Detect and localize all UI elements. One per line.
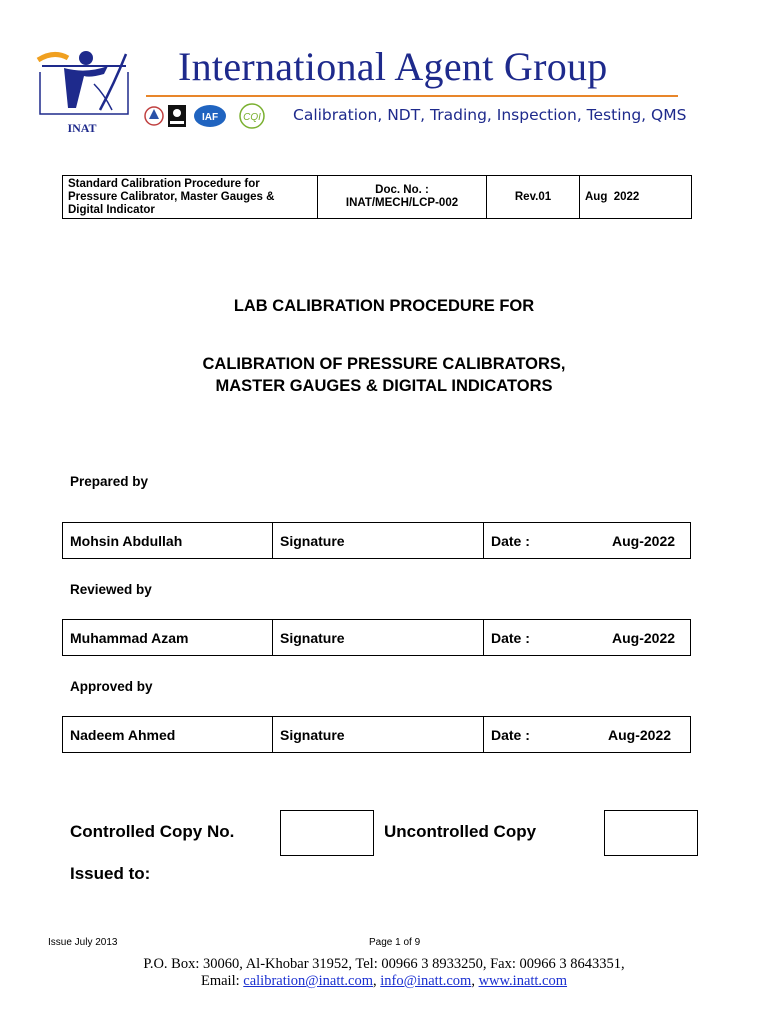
ukas-badge-icon — [168, 105, 186, 127]
reviewed-by-name: Muhammad Azam — [63, 620, 273, 656]
website-link[interactable]: www.inatt.com — [478, 973, 568, 989]
email-calibration-link[interactable]: calibration@inatt.com — [243, 973, 373, 989]
doc-number-value: INAT/MECH/LCP-002 — [345, 197, 459, 209]
prepared-by-date: Aug-2022 — [612, 532, 676, 549]
iaf-badge-icon — [194, 105, 226, 127]
inat-logo — [34, 44, 142, 136]
approved-by-date-cell — [484, 717, 691, 753]
approved-by-name: Nadeem Ahmed — [63, 717, 273, 753]
procedure-title-cell: Standard Calibration Procedure for Pressure Calibrator, Master Gauges & Digital Indicator — [63, 176, 318, 219]
procedure-subject-line-1: CALIBRATION OF PRESSURE CALIBRATORS, — [202, 355, 566, 373]
footer-separator: , — [471, 973, 475, 989]
revision-cell: Rev.01 — [487, 176, 580, 219]
prepared-by-table — [62, 522, 691, 559]
uncontrolled-copy-box — [604, 810, 698, 856]
page-number: Page 1 of 9 — [369, 937, 421, 948]
approved-by-label: Approved by — [70, 679, 153, 694]
doc-number-cell — [318, 176, 487, 219]
certification-logos — [144, 101, 282, 133]
accreditation-badge-icon — [145, 107, 163, 125]
company-name: International Agent Group — [178, 44, 608, 89]
footer-contact-line — [0, 973, 768, 990]
svg-text:IAF: IAF — [201, 112, 219, 123]
prepared-by-signature: Signature — [273, 523, 484, 559]
footer-address: P.O. Box: 30060, Al-Khobar 31952, Tel: 00966 3 8933250, Fax: 00966 3 8643351, — [143, 956, 625, 972]
reviewed-by-date-label: Date : — [491, 629, 530, 646]
issue-date: Issue July 2013 — [48, 937, 118, 948]
reviewed-by-date-cell — [484, 620, 691, 656]
approved-by-signature: Signature — [273, 717, 484, 753]
approved-by-date-label: Date : — [491, 726, 530, 743]
approved-by-date: Aug-2022 — [608, 726, 672, 743]
doc-number-label: Doc. No. : — [375, 184, 429, 196]
svg-text:CQI: CQI — [243, 112, 261, 123]
controlled-copy-label: Controlled Copy No. — [70, 822, 235, 841]
cqi-badge-icon — [240, 104, 264, 128]
header-divider — [146, 95, 678, 97]
email-info-link[interactable]: info@inatt.com — [380, 973, 472, 989]
reviewed-by-signature: Signature — [273, 620, 484, 656]
doc-date-cell: Aug 2022 — [580, 176, 692, 219]
issued-to-label: Issued to: — [70, 864, 151, 883]
approved-by-table — [62, 716, 691, 753]
procedure-heading: LAB CALIBRATION PROCEDURE FOR — [233, 297, 535, 315]
prepared-by-label: Prepared by — [70, 474, 149, 489]
controlled-copy-number-box — [280, 810, 374, 856]
prepared-by-date-label: Date : — [491, 532, 530, 549]
email-label: Email: — [200, 973, 240, 989]
logo-text: INAT — [67, 121, 97, 135]
footer-separator: , — [372, 973, 377, 989]
procedure-subject-line-2: MASTER GAUGES & DIGITAL INDICATORS — [215, 377, 553, 395]
reviewed-by-label: Reviewed by — [70, 582, 152, 597]
prepared-by-name: Mohsin Abdullah — [63, 523, 273, 559]
document-control-table — [62, 175, 692, 219]
reviewed-by-table — [62, 619, 691, 656]
company-tagline: Calibration, NDT, Trading, Inspection, Testing, QMS — [293, 106, 687, 124]
reviewed-by-date: Aug-2022 — [612, 629, 676, 646]
prepared-by-date-cell — [484, 523, 691, 559]
uncontrolled-copy-label: Uncontrolled Copy — [384, 822, 537, 841]
